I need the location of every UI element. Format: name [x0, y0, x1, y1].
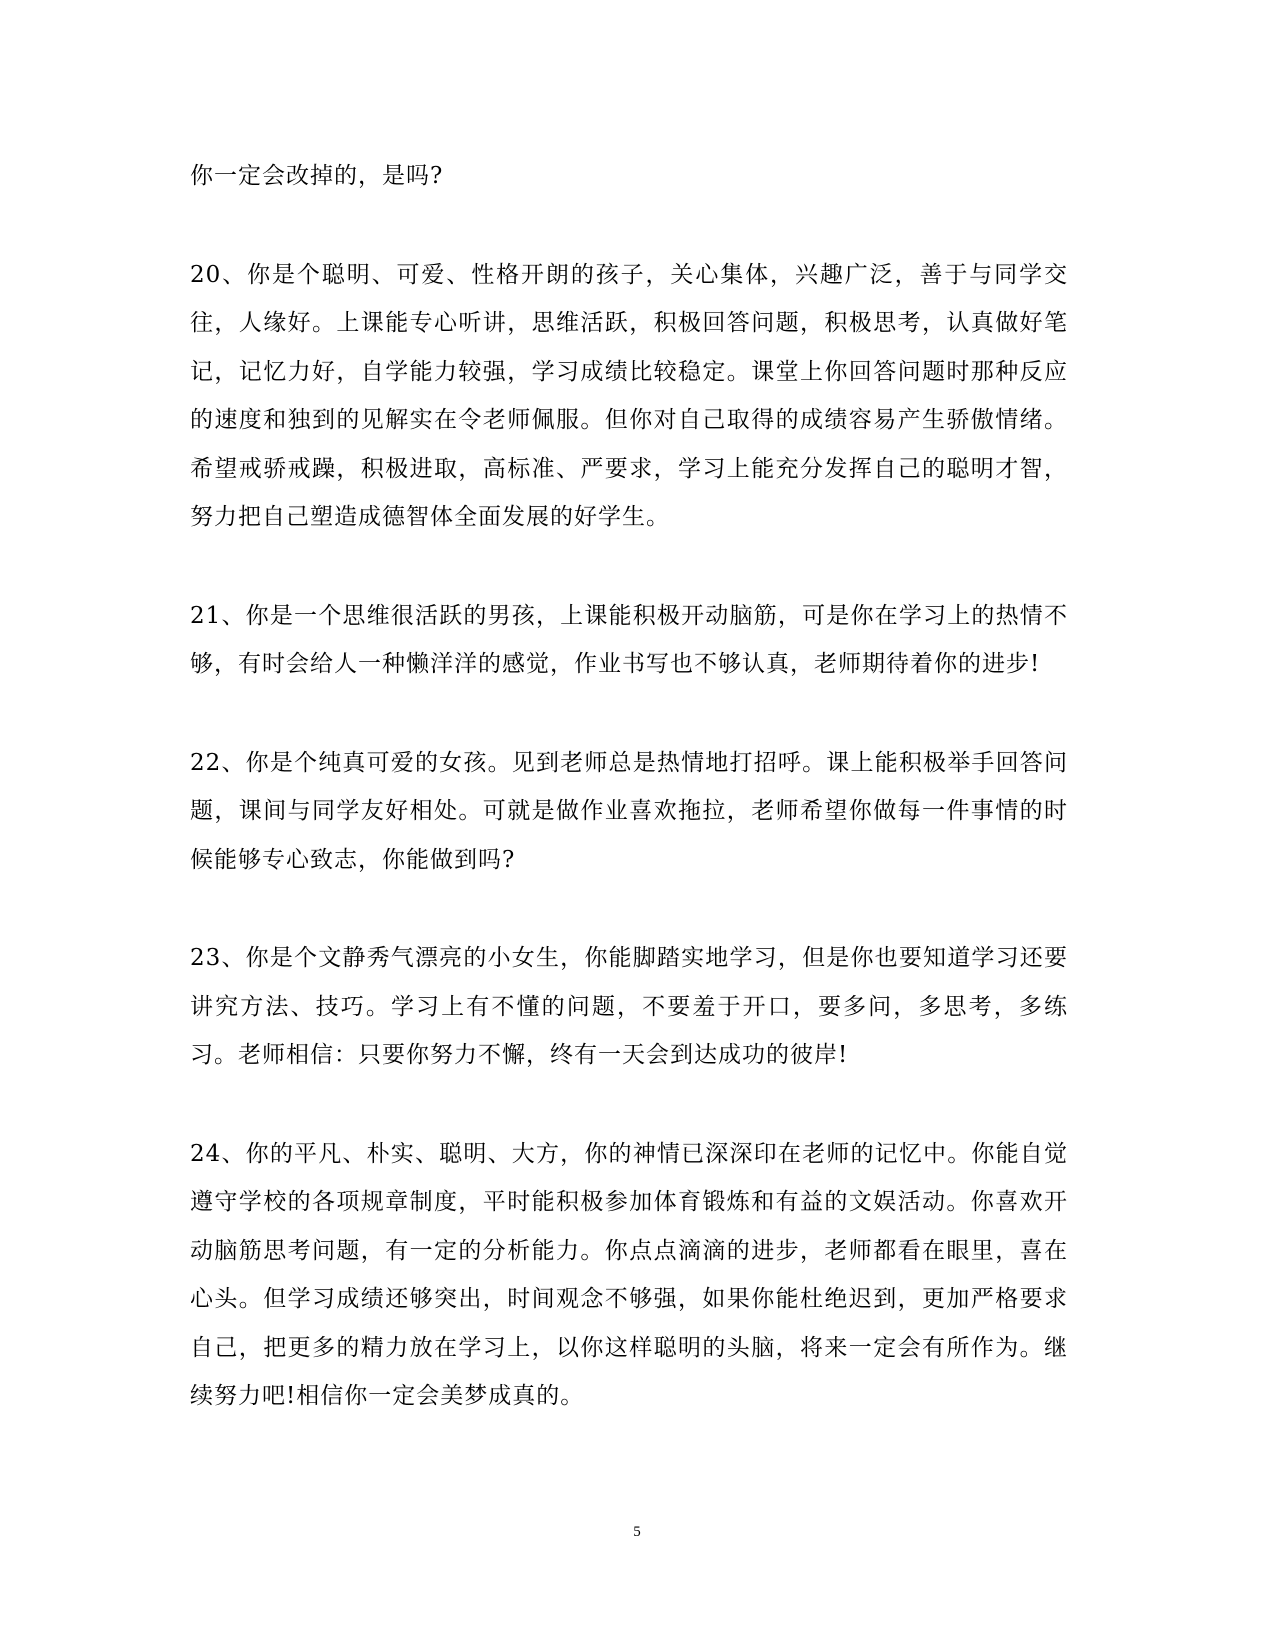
paragraph-gap [190, 884, 1068, 934]
paragraph-gap [190, 542, 1068, 592]
paragraph-23: 23、你是个文静秀气漂亮的小女生，你能脚踏实地学习，但是你也要知道学习还要讲究方法、技巧。学习上有不懂的问题，不要羞于开口，要多问，多思考，多练习。老师相信：只要你努力不懈，终有一天会到达成功的彼岸! [190, 945, 1068, 1068]
paragraph-gap [190, 1080, 1068, 1130]
page-number: 5 [633, 1524, 641, 1540]
paragraph-gap [190, 201, 1068, 251]
paragraph-24: 24、你的平凡、朴实、聪明、大方，你的神情已深深印在老师的记忆中。你能自觉遵守学校的各项规章制度，平时能积极参加体育锻炼和有益的文娱活动。你喜欢开动脑筋思考问题，有一定的分析能力。你点点滴滴的进步，老师都看在眼里，喜在心头。但学习成绩还够突出，时间观念不够强，如果你能杜绝迟到，更加严格要求自己，把更多的精力放在学习上，以你这样聪明的头脑，将来一定会有所作为。继续努力吧!相信你一定会美梦成真的。 [190, 1140, 1068, 1409]
paragraph-continuation: 你一定会改掉的，是吗? [190, 163, 444, 189]
document-body [190, 152, 1068, 1421]
paragraph-22: 22、你是个纯真可爱的女孩。见到老师总是热情地打招呼。课上能积极举手回答问题，课间与同学友好相处。可就是做作业喜欢拖拉，老师希望你做每一件事情的时候能够专心致志，你能做到吗? [190, 749, 1068, 873]
paragraph-21: 21、你是一个思维很活跃的男孩，上课能积极开动脑筋，可是你在学习上的热情不够，有时会给人一种懒洋洋的感觉，作业书写也不够认真，老师期待着你的进步! [190, 602, 1068, 677]
paragraph-20: 20、你是个聪明、可爱、性格开朗的孩子，关心集体，兴趣广泛，善于与同学交往，人缘好。上课能专心听讲，思维活跃，积极回答问题，积极思考，认真做好笔记，记忆力好，自学能力较强，学习成绩比较稳定。课堂上你回答问题时那种反应的速度和独到的见解实在令老师佩服。但你对自己取得的成绩容易产生骄傲情绪。希望戒骄戒躁，积极进取，高标准、严要求，学习上能充分发挥自己的聪明才智，努力把自己塑造成德智体全面发展的好学生。 [190, 261, 1068, 530]
paragraph-gap [190, 689, 1068, 739]
